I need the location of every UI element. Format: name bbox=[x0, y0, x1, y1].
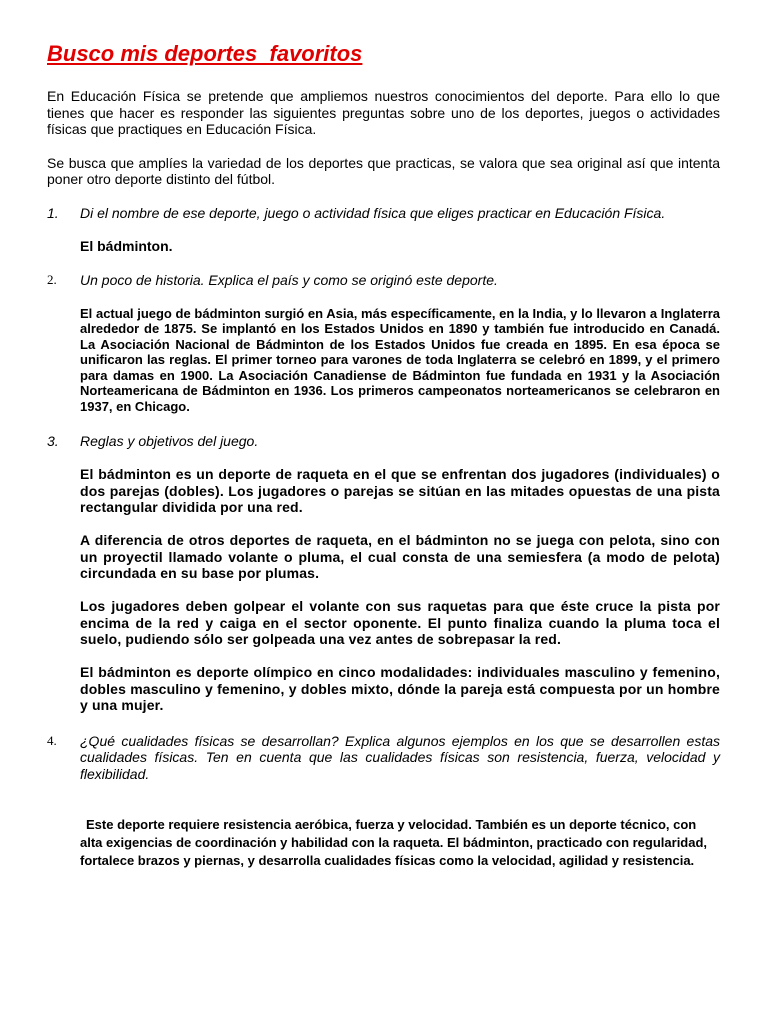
question-text: Di el nombre de ese deporte, juego o actividad física que eliges practicar en Educación Física. bbox=[80, 204, 666, 221]
question-number: 3. bbox=[47, 432, 59, 449]
answer-paragraph: Los jugadores deben golpear el volante con sus raquetas para que éste cruce la pista por encima de la red y caiga en el sector oponente. El punto finaliza cuando la pluma toca el suelo, pudiendo sólo ser golpeada una vez antes de sobrepasar la red. bbox=[80, 598, 720, 648]
answer-paragraph: El bádminton es un deporte de raqueta en el que se enfrentan dos jugadores (individuales) o dos parejas (dobles). Los jugadores o parejas se sitúan en las mitades opuestas de una pista rectangular dividida por una red. bbox=[80, 466, 720, 516]
question-number: 1. bbox=[47, 204, 59, 221]
answer-paragraph: A diferencia de otros deportes de raqueta, en el bádminton no se juega con pelota, sino con un proyectil llamado volante o pluma, el cual consta de una semiesfera (a modo de pelota) circundada en su base por plumas. bbox=[80, 532, 720, 582]
intro-paragraph: En Educación Física se pretende que ampliemos nuestros conocimientos del deporte. Para ello lo que tienes que hacer es responder las siguientes preguntas sobre uno de los deportes, juegos o actividades físicas que practiques en Educación Física. bbox=[47, 88, 720, 137]
question-number: 4. bbox=[47, 732, 57, 748]
document-page bbox=[47, 40, 720, 870]
answer-block bbox=[47, 466, 720, 714]
page-title: Busco mis deportes favoritos bbox=[47, 41, 363, 66]
question-text: ¿Qué cualidades físicas se desarrollan? Explica algunos ejemplos en los que se desarrollen estas cualidades físicas. Ten en cuenta que las cualidades físicas son resistencia, fuerza, velocidad y flexibilidad. bbox=[80, 732, 720, 782]
answer-text: Este deporte requiere resistencia aeróbica, fuerza y velocidad. También es un deporte técnico, con alta exigencias de coordinación y habilidad con la raqueta. El bádminton, practicado con regularidad, fortalece brazos y piernas, y desarrolla cualidades físicas como la velocidad, agilidad y resistencia. bbox=[80, 817, 708, 868]
question-text: Reglas y objetivos del juego. bbox=[80, 432, 259, 449]
question-item bbox=[47, 733, 720, 783]
question-item bbox=[47, 433, 720, 450]
answer-text: El actual juego de bádminton surgió en Asia, más específicamente, en la India, y lo llevaron a Inglaterra alrededor de 1875. Se implantó en los Estados Unidos en 1890 y también fue introducido en Canadá. La Asociación Nacional de Bádminton de los Estados Unidos fue creada en 1895. En esa época se unificaron las reglas. El primer torneo para varones de toda Inglaterra se celebró en 1899, y el primero para damas en 1900. La Asociación Canadiense de Bádminton fue fundada en 1931 y la Asociación Norteamericana de Bádminton en 1936. Los primeros campeonatos norteamericanos se celebraron en 1937, en Chicago. bbox=[80, 305, 720, 415]
intro-paragraph: Se busca que amplíes la variedad de los deportes que practicas, se valora que sea original así que intenta poner otro deporte distinto del fútbol. bbox=[47, 154, 720, 187]
answer-paragraph: El bádminton es deporte olímpico en cinco modalidades: individuales masculino y femenino, dobles masculino y femenino, y dobles mixto, dónde la pareja está compuesta por un hombre y una mujer. bbox=[80, 664, 720, 714]
question-item bbox=[47, 272, 720, 289]
question-item bbox=[47, 205, 720, 222]
question-number: 2. bbox=[47, 272, 57, 287]
answer-text: El bádminton. bbox=[80, 238, 173, 254]
question-text: Un poco de historia. Explica el país y como se originó este deporte. bbox=[80, 272, 498, 288]
